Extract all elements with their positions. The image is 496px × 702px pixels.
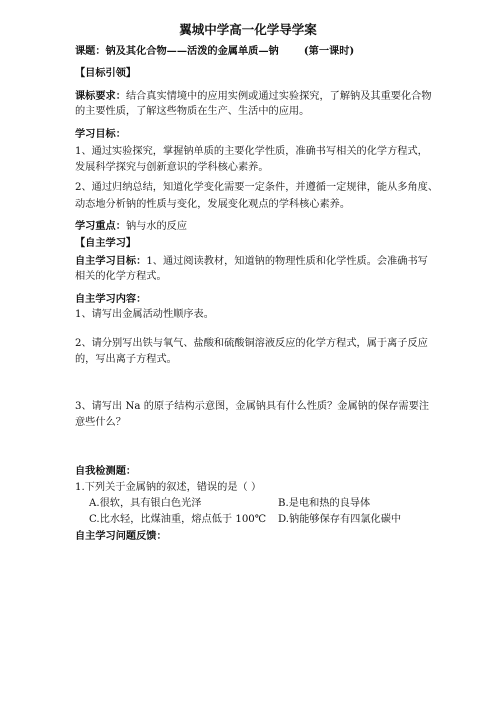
self-goal-line xyxy=(75,254,428,269)
goal-2b: 动态地分析钠的性质与变化，发展变化观点的学科核心素养。 xyxy=(75,199,351,210)
question-2a: 2、请分别写出铁与氧气、盐酸和硫酸铜溶液反应的化学方程式，属于离子反应 xyxy=(75,338,428,349)
focus-text: 钠与水的反应 xyxy=(125,221,188,232)
option-b: B.是电和热的良导体 xyxy=(278,498,371,509)
section-self-study: 【自主学习】 xyxy=(75,237,137,249)
standard-text-1: 结合真实情境中的应用实例或通过实验探究，了解钠及其重要化合物 xyxy=(125,91,432,102)
topic-label: 课题：钠及其化合物——活泼的金属单质—钠 xyxy=(75,45,279,57)
goals-label: 学习目标： xyxy=(75,128,126,140)
question-3a: 3、请写出 Na 的原子结构示意图，金属钠具有什么性质？金属钠的保存需要注 xyxy=(75,401,429,412)
content-label: 自主学习内容： xyxy=(75,293,147,305)
option-c: C.比水轻，比煤油重，熔点低于 100℃ xyxy=(89,514,267,525)
topic-line xyxy=(75,44,354,58)
question-2b: 的，写出离子方程式。 xyxy=(75,354,177,365)
mcq-stem: 1.下列关于金属钠的叙述，错误的是（ ） xyxy=(75,482,262,493)
self-goal-text-a: 1、通过阅读教材，知道钠的物理性质和化学性质。会准确书写 xyxy=(146,256,428,267)
topic-period: (第一课时) xyxy=(303,45,355,57)
section-goal-guide: 【目标引领】 xyxy=(75,67,137,79)
standard-label: 课标要求： xyxy=(75,90,126,102)
goal-2a: 2、通过归纳总结，知道化学变化需要一定条件，并遵循一定规律，能从多角度、 xyxy=(75,182,439,193)
option-d: D.钠能够保存有四氯化碳中 xyxy=(278,514,402,525)
feedback-label: 自主学习问题反馈： xyxy=(75,530,167,542)
standard-text-2: 的主要性质，了解这些物质在生产、生活中的应用。 xyxy=(75,106,310,117)
question-1: 1、请写出金属活动性顺序表。 xyxy=(75,309,214,320)
focus-line xyxy=(75,219,187,234)
question-3b: 意些什么？ xyxy=(75,417,126,428)
self-goal-text-b: 相关的化学方程式。 xyxy=(75,271,167,282)
goal-1b: 发展科学探究与创新意识的学科核心素养。 xyxy=(75,162,269,173)
page-title: 翼城中学高一化学导学案 xyxy=(179,22,317,37)
goal-1a: 1、通过实验探究，掌握钠单质的主要化学性质，准确书写相关的化学方程式， xyxy=(75,146,428,157)
self-goal-label: 自主学习目标： xyxy=(75,255,147,267)
standard-line-1 xyxy=(75,89,432,104)
option-a: A.很软，具有银白色光泽 xyxy=(89,498,202,509)
check-label: 自我检测题： xyxy=(75,465,137,477)
focus-label: 学习重点： xyxy=(75,220,126,232)
